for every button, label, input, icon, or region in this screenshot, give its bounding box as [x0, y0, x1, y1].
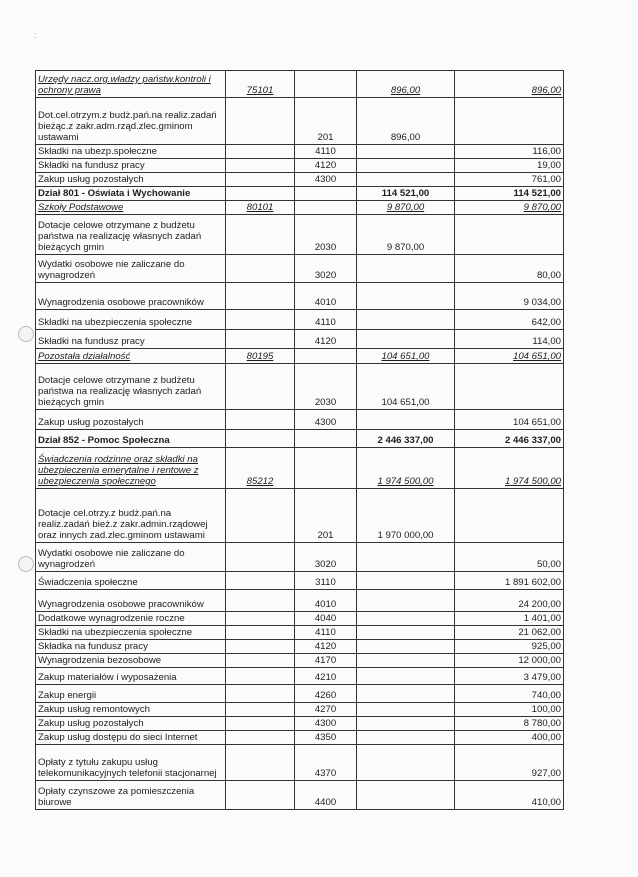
row-description: Wydatki osobowe nie zaliczane do wynagrodzeń [36, 543, 226, 572]
row-rozdzial [226, 187, 295, 201]
row-rozdzial [226, 145, 295, 159]
row-paragraf: 4270 [295, 703, 357, 717]
row-plan-amount [357, 410, 455, 430]
row-amount: 19,00 [455, 159, 564, 173]
row-amount: 1 974 500,00 [455, 448, 564, 489]
row-plan-amount [357, 590, 455, 612]
budget-row [36, 745, 564, 781]
row-amount: 740,00 [455, 685, 564, 703]
row-amount: 104 651,00 [455, 410, 564, 430]
row-description: Zakup usług pozostałych [36, 410, 226, 430]
row-paragraf: 3020 [295, 255, 357, 283]
row-paragraf [295, 430, 357, 448]
row-rozdzial [226, 330, 295, 349]
row-paragraf: 2030 [295, 215, 357, 255]
row-rozdzial [226, 668, 295, 685]
row-description: Dotacje cel.otrzy.z budż.pań.na realiz.zadań bież.z zakr.admin.rządowej oraz innych zad.zlec.gminom ustawami [36, 489, 226, 543]
row-amount: 927,00 [455, 745, 564, 781]
row-amount: 9 034,00 [455, 283, 564, 310]
row-plan-amount [357, 626, 455, 640]
row-paragraf: 4300 [295, 173, 357, 187]
budget-row [36, 626, 564, 640]
row-paragraf [295, 201, 357, 215]
row-plan-amount [357, 145, 455, 159]
row-amount: 8 780,00 [455, 717, 564, 731]
row-amount: 925,00 [455, 640, 564, 654]
budget-row [36, 731, 564, 745]
row-rozdzial [226, 173, 295, 187]
row-plan-amount [357, 330, 455, 349]
row-description: Dot.cel.otrzym.z budż.pań.na realiz.zadań bieżąc.z zakr.adm.rząd.zlec.gminom ustawami [36, 98, 226, 145]
row-rozdzial: 85212 [226, 448, 295, 489]
budget-row [36, 489, 564, 543]
row-plan-amount [357, 283, 455, 310]
row-paragraf: 4300 [295, 410, 357, 430]
row-plan-amount [357, 640, 455, 654]
row-paragraf: 4400 [295, 781, 357, 810]
row-description: Wynagrodzenia osobowe pracowników [36, 283, 226, 310]
row-plan-amount [357, 159, 455, 173]
row-description: Urzędy nacz.org.władzy państw.kontroli i ochrony prawa [36, 71, 226, 98]
row-paragraf: 4010 [295, 590, 357, 612]
scan-mark: : [34, 30, 37, 40]
row-description: Opłaty czynszowe za pomieszczenia biurowe [36, 781, 226, 810]
budget-row [36, 543, 564, 572]
row-rozdzial [226, 215, 295, 255]
row-amount: 100,00 [455, 703, 564, 717]
row-description: Składka na fundusz pracy [36, 640, 226, 654]
row-paragraf: 4300 [295, 717, 357, 731]
budget-row [36, 145, 564, 159]
row-plan-amount: 1 970 000,00 [357, 489, 455, 543]
row-plan-amount [357, 668, 455, 685]
row-amount: 104 651,00 [455, 349, 564, 364]
row-rozdzial [226, 685, 295, 703]
row-rozdzial [226, 310, 295, 330]
budget-row [36, 283, 564, 310]
budget-row [36, 98, 564, 145]
row-description: Pozostała działalność [36, 349, 226, 364]
row-rozdzial [226, 283, 295, 310]
row-amount: 116,00 [455, 145, 564, 159]
budget-row [36, 255, 564, 283]
budget-row [36, 572, 564, 590]
row-rozdzial: 80195 [226, 349, 295, 364]
row-description: Zakup energii [36, 685, 226, 703]
row-rozdzial [226, 364, 295, 410]
row-rozdzial [226, 489, 295, 543]
budget-row [36, 612, 564, 626]
budget-row [36, 349, 564, 364]
row-description: Zakup materiałów i wyposażenia [36, 668, 226, 685]
budget-row [36, 201, 564, 215]
row-amount: 50,00 [455, 543, 564, 572]
row-rozdzial [226, 731, 295, 745]
budget-table-body [36, 71, 564, 810]
row-description: Wynagrodzenia osobowe pracowników [36, 590, 226, 612]
row-plan-amount: 104 651,00 [357, 364, 455, 410]
budget-row [36, 668, 564, 685]
row-rozdzial [226, 430, 295, 448]
budget-row [36, 717, 564, 731]
row-rozdzial [226, 703, 295, 717]
row-plan-amount: 896,00 [357, 71, 455, 98]
row-paragraf: 4210 [295, 668, 357, 685]
budget-row [36, 430, 564, 448]
budget-row [36, 215, 564, 255]
row-description: Składki na fundusz pracy [36, 330, 226, 349]
row-plan-amount: 896,00 [357, 98, 455, 145]
row-amount [455, 364, 564, 410]
row-paragraf [295, 187, 357, 201]
row-amount: 12 000,00 [455, 654, 564, 668]
row-description: Wydatki osobowe nie zaliczane do wynagrodzeń [36, 255, 226, 283]
row-paragraf: 3020 [295, 543, 357, 572]
row-plan-amount: 104 651,00 [357, 349, 455, 364]
row-plan-amount [357, 717, 455, 731]
row-rozdzial [226, 781, 295, 810]
row-amount: 114 521,00 [455, 187, 564, 201]
row-paragraf: 201 [295, 489, 357, 543]
row-amount: 400,00 [455, 731, 564, 745]
row-plan-amount [357, 703, 455, 717]
row-rozdzial [226, 654, 295, 668]
row-paragraf: 3110 [295, 572, 357, 590]
row-amount: 3 479,00 [455, 668, 564, 685]
budget-row [36, 703, 564, 717]
row-plan-amount [357, 612, 455, 626]
row-description: Dotacje celowe otrzymane z budżetu państwa na realizację własnych zadań bieżących gmin [36, 215, 226, 255]
row-description: Zakup usług pozostałych [36, 717, 226, 731]
row-description: Świadczenia społeczne [36, 572, 226, 590]
row-paragraf: 4110 [295, 310, 357, 330]
row-amount: 21 062,00 [455, 626, 564, 640]
row-amount: 642,00 [455, 310, 564, 330]
row-plan-amount: 114 521,00 [357, 187, 455, 201]
row-description: Szkoły Podstawowe [36, 201, 226, 215]
row-rozdzial [226, 717, 295, 731]
row-paragraf: 4010 [295, 283, 357, 310]
row-paragraf [295, 71, 357, 98]
row-amount [455, 489, 564, 543]
row-amount: 1 891 602,00 [455, 572, 564, 590]
row-amount: 410,00 [455, 781, 564, 810]
row-rozdzial [226, 626, 295, 640]
row-description: Składki na ubezpieczenia społeczne [36, 310, 226, 330]
budget-row [36, 410, 564, 430]
row-description: Dodatkowe wynagrodzenie roczne [36, 612, 226, 626]
row-paragraf: 4370 [295, 745, 357, 781]
row-plan-amount [357, 745, 455, 781]
row-paragraf: 4040 [295, 612, 357, 626]
budget-row [36, 71, 564, 98]
row-plan-amount [357, 572, 455, 590]
row-amount: 1 401,00 [455, 612, 564, 626]
row-rozdzial [226, 612, 295, 626]
budget-row [36, 159, 564, 173]
row-rozdzial [226, 159, 295, 173]
row-rozdzial [226, 543, 295, 572]
row-plan-amount [357, 654, 455, 668]
budget-row [36, 590, 564, 612]
row-description: Zakup usług pozostałych [36, 173, 226, 187]
row-description: Składki na ubezp.społeczne [36, 145, 226, 159]
row-paragraf: 4120 [295, 330, 357, 349]
row-description: Opłaty z tytułu zakupu usług telekomunikacyjnych telefonii stacjonarnej [36, 745, 226, 781]
budget-row [36, 187, 564, 201]
row-amount: 9 870,00 [455, 201, 564, 215]
row-description: Składki na fundusz pracy [36, 159, 226, 173]
row-paragraf: 201 [295, 98, 357, 145]
row-paragraf: 4110 [295, 626, 357, 640]
row-amount: 2 446 337,00 [455, 430, 564, 448]
row-description: Zakup usług remontowych [36, 703, 226, 717]
row-amount: 761,00 [455, 173, 564, 187]
row-plan-amount: 9 870,00 [357, 215, 455, 255]
row-rozdzial [226, 255, 295, 283]
row-description: Zakup usług dostępu do sieci Internet [36, 731, 226, 745]
row-amount: 896,00 [455, 71, 564, 98]
row-amount [455, 215, 564, 255]
budget-row [36, 781, 564, 810]
row-description: Dział 852 - Pomoc Społeczna [36, 430, 226, 448]
budget-row [36, 448, 564, 489]
row-rozdzial [226, 590, 295, 612]
budget-table [35, 70, 564, 810]
row-rozdzial: 75101 [226, 71, 295, 98]
row-amount [455, 98, 564, 145]
row-rozdzial [226, 745, 295, 781]
budget-row [36, 310, 564, 330]
row-rozdzial [226, 410, 295, 430]
row-description: Świadczenia rodzinne oraz składki na ubezpieczenia emerytalne i rentowe z ubezpieczenia społecznego [36, 448, 226, 489]
row-paragraf: 2030 [295, 364, 357, 410]
row-rozdzial [226, 572, 295, 590]
row-paragraf: 4110 [295, 145, 357, 159]
row-description: Dotacje celowe otrzymane z budżetu państwa na realizację własnych zadań bieżących gmin [36, 364, 226, 410]
row-plan-amount [357, 731, 455, 745]
row-plan-amount [357, 255, 455, 283]
budget-row [36, 685, 564, 703]
row-rozdzial [226, 640, 295, 654]
punch-hole-bottom [18, 556, 34, 572]
row-amount: 24 200,00 [455, 590, 564, 612]
row-description: Dział 801 - Oświata i Wychowanie [36, 187, 226, 201]
row-plan-amount [357, 781, 455, 810]
budget-row [36, 364, 564, 410]
row-plan-amount: 9 870,00 [357, 201, 455, 215]
row-paragraf: 4170 [295, 654, 357, 668]
row-paragraf: 4120 [295, 640, 357, 654]
row-description: Wynagrodzenia bezosobowe [36, 654, 226, 668]
row-plan-amount [357, 310, 455, 330]
budget-row [36, 173, 564, 187]
row-plan-amount [357, 685, 455, 703]
budget-row [36, 330, 564, 349]
budget-row [36, 640, 564, 654]
row-paragraf [295, 349, 357, 364]
row-paragraf: 4120 [295, 159, 357, 173]
row-plan-amount: 1 974 500,00 [357, 448, 455, 489]
row-plan-amount [357, 543, 455, 572]
row-paragraf [295, 448, 357, 489]
budget-row [36, 654, 564, 668]
row-rozdzial: 80101 [226, 201, 295, 215]
row-plan-amount: 2 446 337,00 [357, 430, 455, 448]
row-rozdzial [226, 98, 295, 145]
row-plan-amount [357, 173, 455, 187]
row-amount: 114,00 [455, 330, 564, 349]
punch-hole-top [18, 326, 34, 342]
row-amount: 80,00 [455, 255, 564, 283]
row-description: Składki na ubezpieczenia społeczne [36, 626, 226, 640]
row-paragraf: 4260 [295, 685, 357, 703]
row-paragraf: 4350 [295, 731, 357, 745]
